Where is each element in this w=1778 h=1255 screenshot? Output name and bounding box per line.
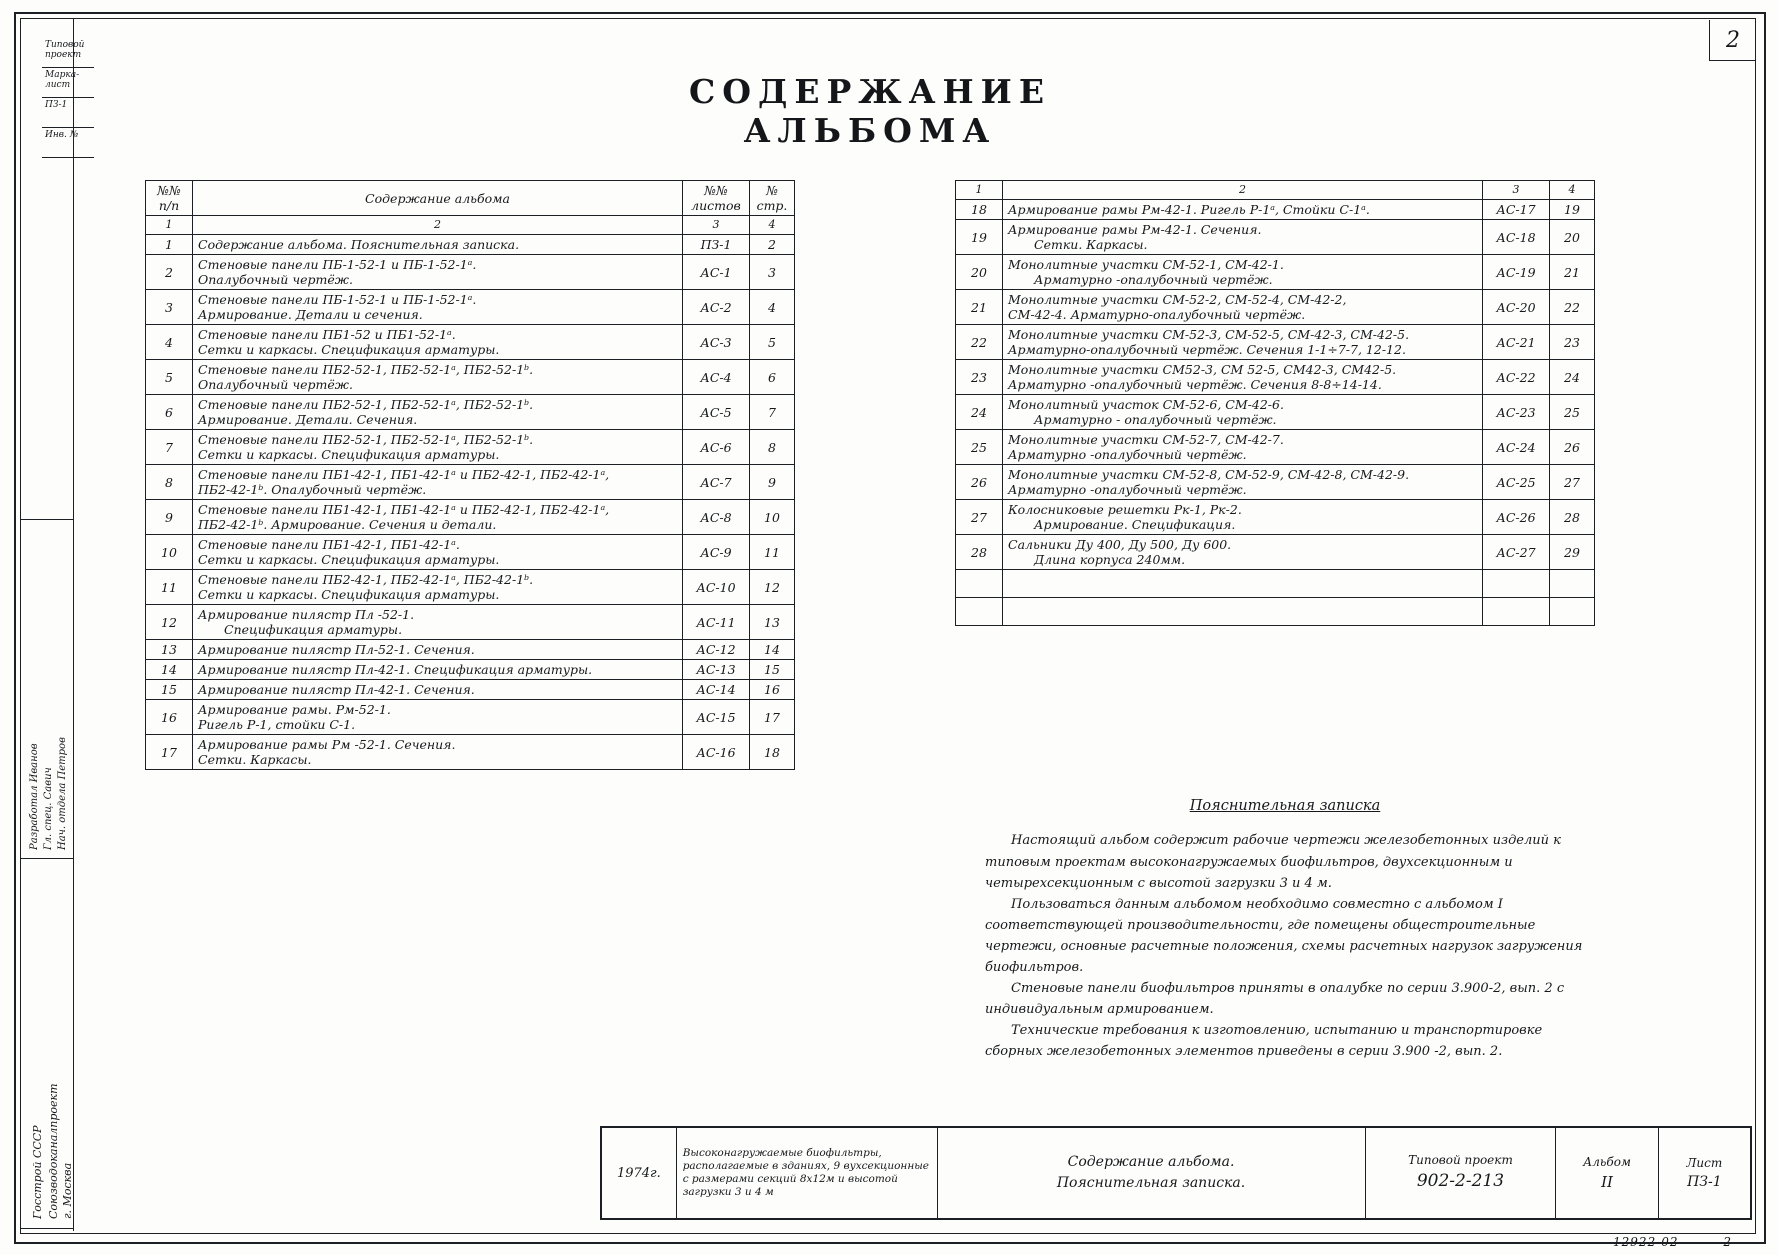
left-stamp-top-line-3: Инв. № [42,128,94,158]
header-num: №№ п/п [146,181,193,216]
title-block-album: Альбом II [1556,1128,1658,1219]
table-row: 28 Сальники Ду 400, Ду 500, Ду 600. Длина корпуса 240мм. АС-27 29 [956,535,1595,570]
table-row: 10 Стеновые панели ПБ1-42-1, ПБ1-42-1ᵃ. Сетки и каркасы. Спецификация арматуры. АС-9 11 [146,535,795,570]
note-paragraph: Настоящий альбом содержит рабочие чертежи железобетонных изделий к типовым проектам высоконагружаемых биофильтров, двухсекционным и четырехсекционным с высотой загрузки 3 и 4 м. [985,833,1561,891]
table-row: 16 Армирование рамы. Рм-52-1. Ригель Р-1, стойки С-1. АС-15 17 [146,700,795,735]
table-row: 9 Стеновые панели ПБ1-42-1, ПБ1-42-1ᵃ и ПБ2-42-1, ПБ2-42-1ᵃ, ПБ2-42-1ᵇ. Армирование. Сечения и детали. АС-8 10 [146,500,795,535]
left-stamp-org-2: г. Москва [61,1162,74,1219]
table-row: 25 Монолитные участки СМ-52-7, СМ-42-7. Арматурно -опалубочный чертёж. АС-24 26 [956,430,1595,465]
table-row: 12 Армирование пилястр Пл -52-1. Спецификация арматуры. АС-11 13 [146,605,795,640]
table-row: 4 Стеновые панели ПБ1-52 и ПБ1-52-1ᵃ. Сетки и каркасы. Спецификация арматуры. АС-3 5 [146,325,795,360]
left-stamp-top-line-0: Типовой проект [42,38,94,68]
table-header-row [146,181,795,216]
table-row: 3 Стеновые панели ПБ-1-52-1 и ПБ-1-52-1ᵃ. Армирование. Детали и сечения. АС-2 4 [146,290,795,325]
table-row: 14 Армирование пилястр Пл-42-1. Спецификация арматуры. АС-13 15 [146,660,795,680]
colnum-3: 3 [1483,181,1550,200]
left-stamp-org-cell [21,899,73,1229]
left-stamp-org-0: Госстрой СССР [31,1125,44,1219]
table-row: 23 Монолитные участки СМ52-3, СМ 52-5, СМ42-3, СМ42-5. Арматурно -опалубочный чертёж. Сечения 8-8÷14-14. АС-22 24 [956,360,1595,395]
table-row: 21 Монолитные участки СМ-52-2, СМ-52-4, СМ-42-2, СМ-42-4. Арматурно-опалубочный чертёж. АС-20 22 [956,290,1595,325]
table-row: 27 Колосниковые решетки Рк-1, Рк-2. Армирование. Спецификация. АС-26 28 [956,500,1595,535]
sheet-page-number: 2 [1709,20,1756,61]
left-stamp-roles-cell [21,519,73,859]
table-row: 13 Армирование пилястр Пл-52-1. Сечения. АС-12 14 [146,640,795,660]
explanatory-note [985,795,1585,1062]
toc-table-right [955,180,1595,626]
left-stamp-column [21,19,85,1231]
table-row: 26 Монолитные участки СМ-52-8, СМ-52-9, СМ-42-8, СМ-42-9. Арматурно -опалубочный чертёж. АС-25 27 [956,465,1595,500]
bottom-code-value: 12922-02 [1613,1235,1679,1249]
colnum-1: 1 [146,216,193,235]
table-row [956,570,1595,598]
note-heading: Пояснительная записка [1189,798,1381,814]
title-block-subject: Содержание альбома. Пояснительная записка. [937,1128,1365,1219]
left-stamp-role-0: Разработал Иванов [29,743,40,850]
left-stamp-top-line-2: ПЗ-1 [42,98,94,128]
left-stamp-top-line-1: Марка-лист [42,68,94,98]
colnum-2: 2 [193,216,683,235]
table-row: 18 Армирование рамы Рм-42-1. Ригель Р-1ᵃ, Стойки С-1ᵃ. АС-17 19 [956,200,1595,220]
table-row: 11 Стеновые панели ПБ2-42-1, ПБ2-42-1ᵃ, ПБ2-42-1ᵇ. Сетки и каркасы. Спецификация арматуры. АС-10 12 [146,570,795,605]
colnum-4: 4 [750,216,795,235]
left-stamp-role-1: Гл. спец. Савич [43,767,54,850]
table-row: 7 Стеновые панели ПБ2-52-1, ПБ2-52-1ᵃ, ПБ2-52-1ᵇ. Сетки и каркасы. Спецификация арматуры. АС-6 8 [146,430,795,465]
table-colnum-row [146,216,795,235]
note-paragraph: Пользоваться данным альбомом необходимо совместно с альбомом I соответствующей производительности, где помещены общестроительные чертежи, основные расчетные положения, схемы расчетных нагрузок загружения биофильтров. [985,896,1583,975]
table-row: 17 Армирование рамы Рм -52-1. Сечения. Сетки. Каркасы. АС-16 18 [146,735,795,770]
table-colnum-row [956,181,1595,200]
note-paragraph: Стеновые панели биофильтров приняты в опалубке по серии 3.900-2, вып. 2 с индивидуальным армированием. [985,980,1565,1017]
colnum-1: 1 [956,181,1003,200]
header-page: № стр. [750,181,795,216]
title-block-year: 1974г. [602,1128,677,1219]
bottom-code-page: 2 [1723,1235,1732,1249]
header-name: Содержание альбома [193,181,683,216]
title-block-project: Типовой проект 902-2-213 [1365,1128,1556,1219]
colnum-3: 3 [683,216,750,235]
title-block-description: Высоконагружаемые биофильтры, располагаемые в зданиях, 9 вухсекционные с размерами секций 8х12м и высотой загрузки 3 и 4 м [676,1128,937,1219]
table-row: 5 Стеновые панели ПБ2-52-1, ПБ2-52-1ᵃ, ПБ2-52-1ᵇ. Опалубочный чертёж. АС-4 6 [146,360,795,395]
left-stamp-org-1: Союзводоканалпроект [47,1083,60,1219]
table-row: 15 Армирование пилястр Пл-42-1. Сечения. АС-14 16 [146,680,795,700]
table-row [956,598,1595,626]
note-paragraph: Технические требования к изготовлению, испытанию и транспортировке сборных железобетонных элементов приведены в серии 3.900 -2, вып. 2. [985,1022,1543,1059]
table-row: 6 Стеновые панели ПБ2-52-1, ПБ2-52-1ᵃ, ПБ2-52-1ᵇ. Армирование. Детали. Сечения. АС-5 7 [146,395,795,430]
left-stamp-top [42,38,94,178]
table-row: 2 Стеновые панели ПБ-1-52-1 и ПБ-1-52-1ᵃ. Опалубочный чертёж. АС-1 3 [146,255,795,290]
title-block-list: Лист ПЗ-1 [1658,1128,1750,1219]
table-row: 20 Монолитные участки СМ-52-1, СМ-42-1. Арматурно -опалубочный чертёж. АС-19 21 [956,255,1595,290]
header-sheets: №№ листов [683,181,750,216]
left-stamp-role-2: Нач. отдела Петров [57,737,68,850]
table-row: 19 Армирование рамы Рм-42-1. Сечения. Сетки. Каркасы. АС-18 20 [956,220,1595,255]
colnum-2: 2 [1003,181,1483,200]
table-row: 8 Стеновые панели ПБ1-42-1, ПБ1-42-1ᵃ и ПБ2-42-1, ПБ2-42-1ᵃ, ПБ2-42-1ᵇ. Опалубочный чертёж. АС-7 9 [146,465,795,500]
table-row: 22 Монолитные участки СМ-52-3, СМ-52-5, СМ-42-3, СМ-42-5. Арматурно-опалубочный чертёж. Сечения 1-1÷7-7, 12-12. АС-21 23 [956,325,1595,360]
page-title: СОДЕРЖАНИЕ АЛЬБОМА [688,72,1051,150]
colnum-4: 4 [1550,181,1595,200]
table-row: 24 Монолитный участок СМ-52-6, СМ-42-6. Арматурно - опалубочный чертёж. АС-23 25 [956,395,1595,430]
bottom-code [1613,1235,1732,1249]
table-row: 1 Содержание альбома. Пояснительная записка. ПЗ-1 2 [146,235,795,255]
toc-table-left [145,180,795,770]
title-block [600,1126,1752,1220]
